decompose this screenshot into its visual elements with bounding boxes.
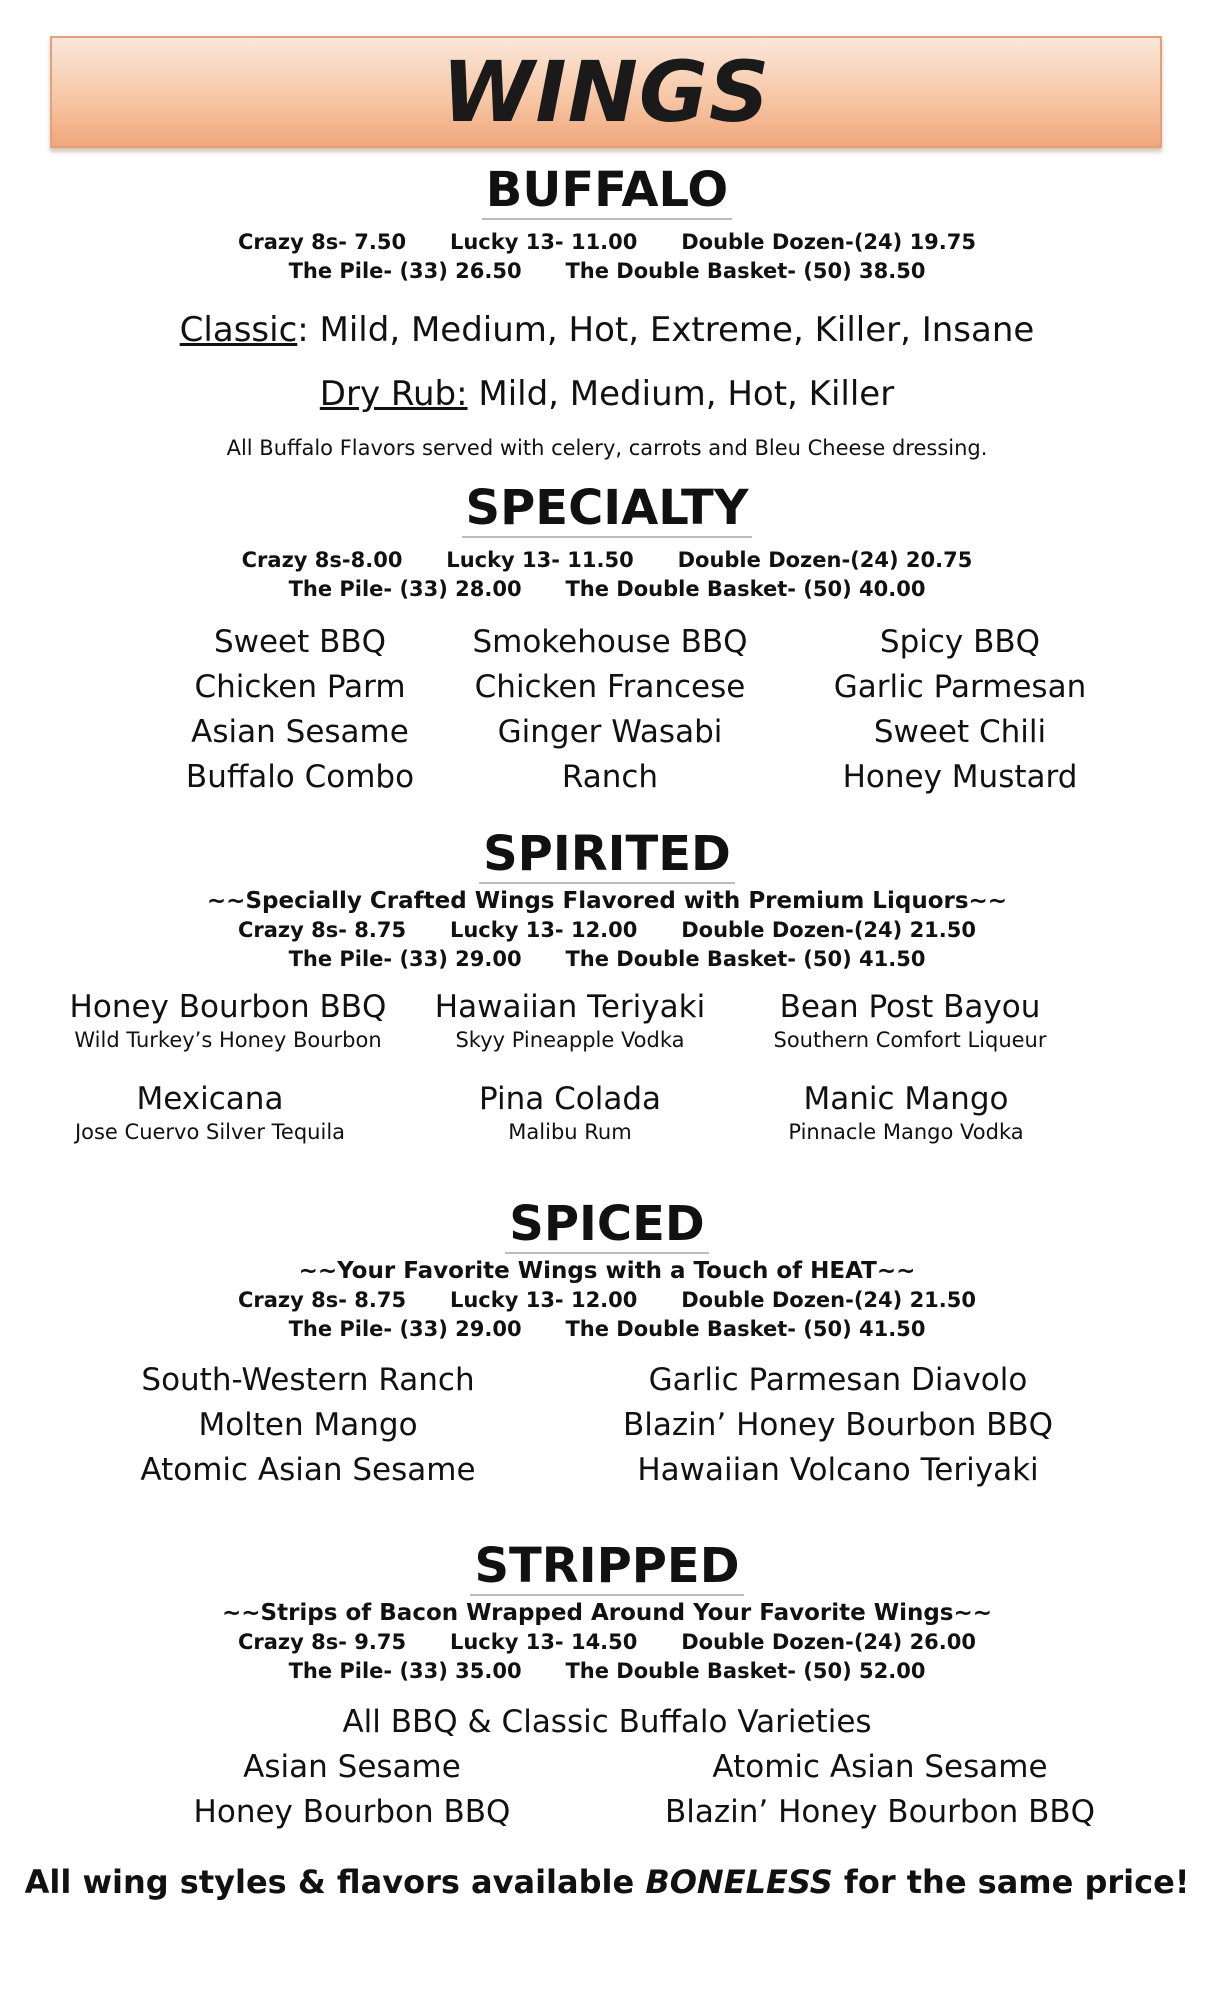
spiced-column-2 — [578, 1358, 1098, 1493]
flavor-item: Asian Sesame — [243, 1749, 461, 1785]
flavor-item: Atomic Asian Sesame — [712, 1749, 1048, 1785]
buffalo-note: All Buffalo Flavors served with celery, carrots and Bleu Cheese dressing. — [226, 436, 988, 460]
stripped-price-line-2: The Pile- (33) 35.00 The Double Basket- (50) 52.00 — [288, 1659, 926, 1683]
flavor-item: Asian Sesame — [191, 714, 409, 750]
spirited-item — [38, 988, 418, 1054]
spirited-item — [20, 1080, 400, 1146]
spirited-flavor-name: Manic Mango — [803, 1081, 1009, 1117]
spirited-flavor-grid — [0, 988, 1214, 1168]
flavor-item: Chicken Francese — [474, 669, 746, 705]
buffalo-price-line-1: Crazy 8s- 7.50 Lucky 13- 11.00 Double Dozen-(24) 19.75 — [237, 230, 976, 254]
spirited-liquor: Skyy Pineapple Vodka — [455, 1028, 685, 1052]
flavor-item: Honey Mustard — [842, 759, 1078, 795]
spiced-title: SPICED — [505, 1196, 708, 1254]
specialty-title: SPECIALTY — [462, 480, 753, 538]
buffalo-price-line-2: The Pile- (33) 26.50 The Double Basket- (50) 38.50 — [288, 259, 926, 283]
spirited-liquor: Pinnacle Mango Vodka — [788, 1120, 1024, 1144]
spiced-flavor-grid — [0, 1358, 1214, 1498]
spiced-price-line-1: Crazy 8s- 8.75 Lucky 13- 12.00 Double Dozen-(24) 21.50 — [237, 1288, 976, 1312]
specialty-section — [0, 480, 1214, 800]
spirited-item — [380, 1080, 760, 1146]
dry-rub-flavor-list: Mild, Medium, Hot, Killer — [467, 374, 895, 414]
flavor-item: Atomic Asian Sesame — [140, 1452, 476, 1488]
spirited-flavor-name: Bean Post Bayou — [779, 989, 1041, 1025]
flavor-item: Blazin’ Honey Bourbon BBQ — [622, 1407, 1054, 1443]
spirited-liquor: Southern Comfort Liqueur — [773, 1028, 1047, 1052]
classic-flavor-list: : Mild, Medium, Hot, Extreme, Killer, Insane — [297, 310, 1035, 350]
specialty-column-1 — [130, 620, 470, 800]
stripped-column-1 — [92, 1745, 612, 1835]
spiced-tagline: ~~Your Favorite Wings with a Touch of HEAT~~ — [298, 1258, 916, 1284]
classic-flavors — [0, 310, 1214, 350]
title-banner — [50, 36, 1162, 148]
buffalo-section — [0, 162, 1214, 462]
spirited-section — [0, 826, 1214, 1168]
footer-text-pre: All wing styles & flavors available — [24, 1863, 646, 1901]
spiced-section — [0, 1196, 1214, 1498]
spirited-liquor: Malibu Rum — [508, 1120, 632, 1144]
flavor-item: Blazin’ Honey Bourbon BBQ — [664, 1794, 1096, 1830]
dry-rub-flavors — [0, 374, 1214, 414]
spirited-price-line-2: The Pile- (33) 29.00 The Double Basket- (50) 41.50 — [288, 947, 926, 971]
spirited-flavor-name: Honey Bourbon BBQ — [69, 989, 387, 1025]
flavor-item: Sweet BBQ — [213, 624, 387, 660]
specialty-flavor-grid — [0, 620, 1214, 800]
dry-rub-label: Dry Rub: — [319, 374, 468, 414]
spirited-item — [720, 988, 1100, 1054]
flavor-item: Garlic Parmesan — [833, 669, 1087, 705]
spirited-title: SPIRITED — [479, 826, 735, 884]
stripped-section — [0, 1538, 1214, 1837]
spirited-liquor: Jose Cuervo Silver Tequila — [74, 1120, 346, 1144]
spirited-item — [380, 988, 760, 1054]
specialty-column-3 — [790, 620, 1130, 800]
specialty-column-2 — [440, 620, 780, 800]
boneless-footer — [0, 1862, 1214, 1902]
flavor-item: Ranch — [561, 759, 659, 795]
spirited-flavor-name: Mexicana — [136, 1081, 284, 1117]
flavor-item: South-Western Ranch — [141, 1362, 475, 1398]
flavor-item: Honey Bourbon BBQ — [193, 1794, 511, 1830]
classic-label: Classic — [179, 310, 298, 350]
stripped-title: STRIPPED — [470, 1538, 743, 1596]
buffalo-title: BUFFALO — [482, 162, 732, 220]
flavor-item: Ginger Wasabi — [497, 714, 723, 750]
spirited-liquor: Wild Turkey’s Honey Bourbon — [74, 1028, 382, 1052]
footer-emphasis: BONELESS — [645, 1863, 833, 1901]
footer-text-post: for the same price! — [832, 1863, 1190, 1901]
all-varieties-line: All BBQ & Classic Buffalo Varieties — [342, 1704, 872, 1740]
spiced-column-1 — [48, 1358, 568, 1493]
spirited-tagline: ~~Specially Crafted Wings Flavored with Premium Liquors~~ — [206, 888, 1008, 914]
flavor-item: Hawaiian Volcano Teriyaki — [637, 1452, 1039, 1488]
stripped-column-2 — [620, 1745, 1140, 1835]
flavor-item: Garlic Parmesan Diavolo — [648, 1362, 1028, 1398]
spirited-price-line-1: Crazy 8s- 8.75 Lucky 13- 12.00 Double Dozen-(24) 21.50 — [237, 918, 976, 942]
stripped-price-line-1: Crazy 8s- 9.75 Lucky 13- 14.50 Double Dozen-(24) 26.00 — [237, 1630, 976, 1654]
spirited-flavor-name: Hawaiian Teriyaki — [434, 989, 706, 1025]
flavor-item: Smokehouse BBQ — [472, 624, 748, 660]
flavor-item: Spicy BBQ — [879, 624, 1041, 660]
spirited-item — [716, 1080, 1096, 1146]
specialty-price-line-1: Crazy 8s-8.00 Lucky 13- 11.50 Double Dozen-(24) 20.75 — [241, 548, 973, 572]
flavor-item: Sweet Chili — [873, 714, 1047, 750]
specialty-price-line-2: The Pile- (33) 28.00 The Double Basket- (50) 40.00 — [288, 577, 926, 601]
flavor-item: Chicken Parm — [194, 669, 406, 705]
stripped-flavor-grid — [0, 1745, 1214, 1837]
flavor-item: Buffalo Combo — [185, 759, 415, 795]
spiced-price-line-2: The Pile- (33) 29.00 The Double Basket- (50) 41.50 — [288, 1317, 926, 1341]
page-title: WINGS — [441, 43, 771, 141]
spirited-flavor-name: Pina Colada — [478, 1081, 662, 1117]
stripped-tagline: ~~Strips of Bacon Wrapped Around Your Favorite Wings~~ — [221, 1600, 993, 1626]
flavor-item: Molten Mango — [198, 1407, 418, 1443]
